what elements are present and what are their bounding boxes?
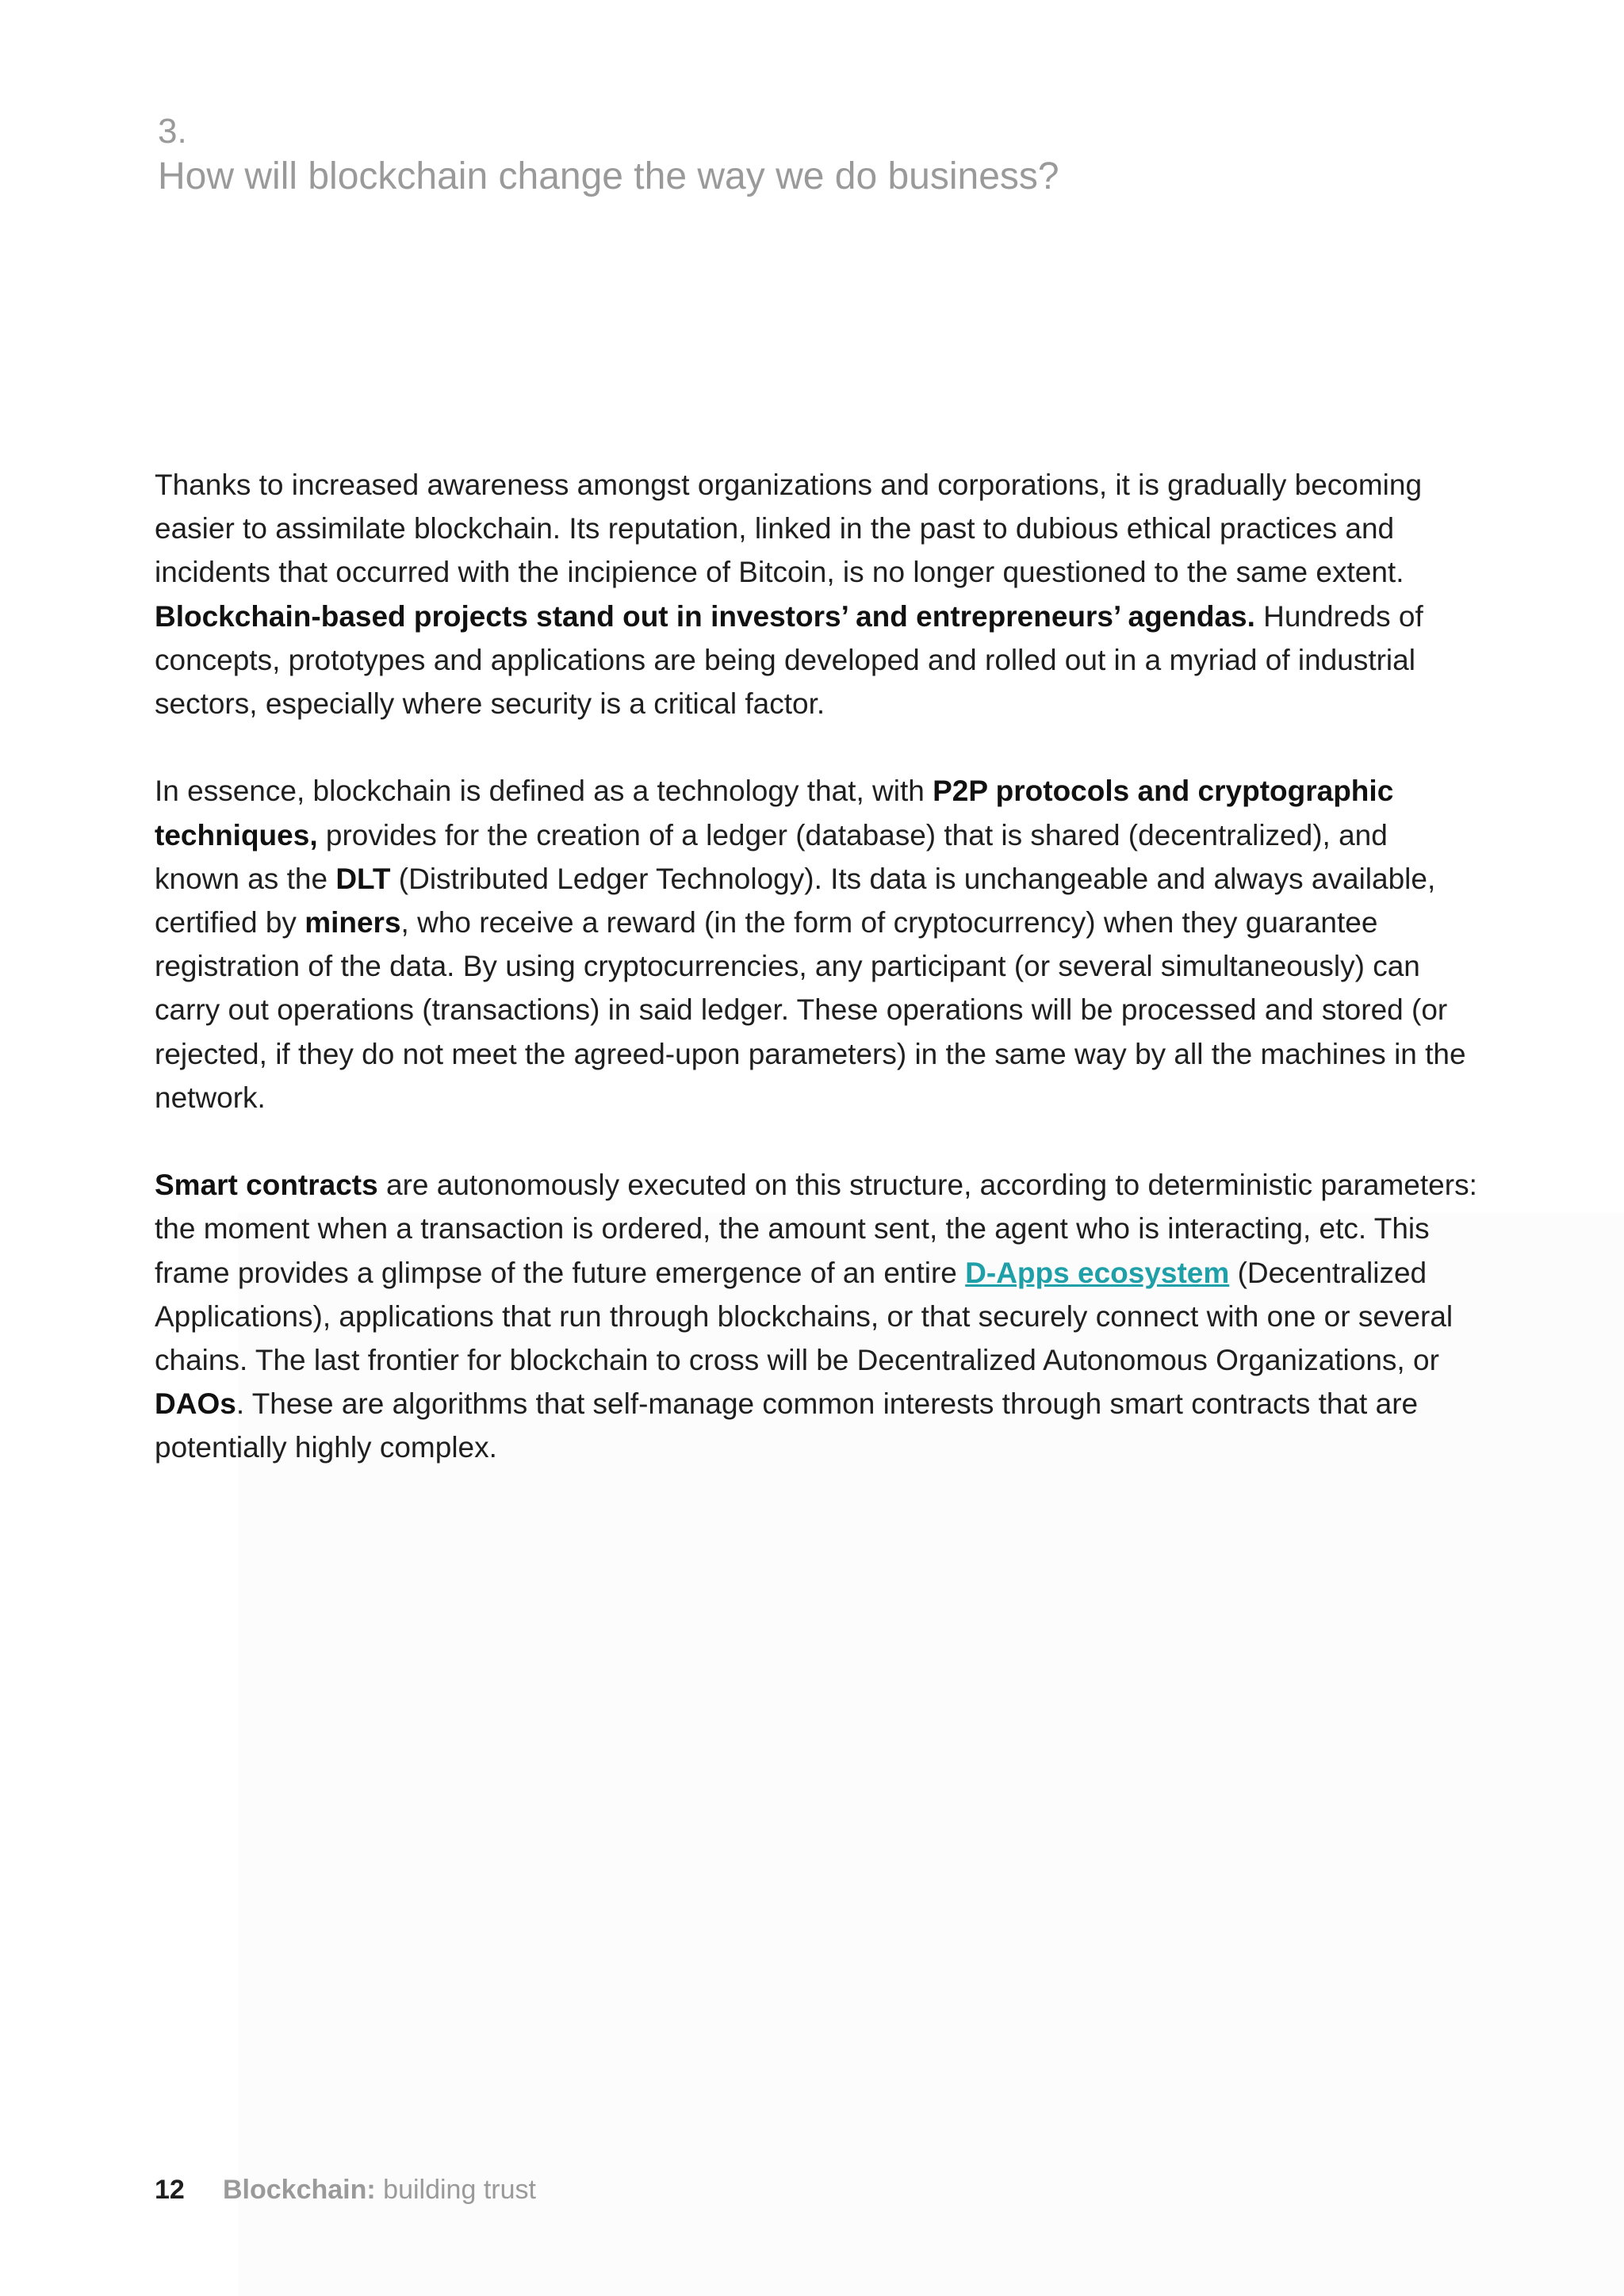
paragraph-3-emphasis-smart-contracts: Smart contracts — [155, 1169, 378, 1202]
paragraph-1-text-b: Hundreds of concepts, prototypes and applications are being developed and rolled out in a myriad of industrial sectors, especially where security is a critical factor. — [155, 599, 1423, 721]
paragraph-2-text-b: provides for the creation of a ledger (database) that is shared (decentralized), and known as the — [155, 818, 1388, 895]
paragraph-2-emphasis-protocols: P2P protocols and cryptographic techniques, — [155, 775, 1394, 851]
d-apps-ecosystem-link[interactable]: D-Apps ecosystem — [965, 1256, 1230, 1289]
paragraph-3 — [155, 1163, 1479, 1469]
paragraph-2-text-c: (Distributed Ledger Technology). Its data is unchangeable and always available, certified by — [155, 862, 1436, 939]
paragraph-3-emphasis-daos: DAOs — [155, 1387, 236, 1421]
paragraph-2 — [155, 769, 1479, 1119]
document-title-bold: Blockchain: — [223, 2175, 376, 2205]
paragraph-2-text-a: In essence, blockchain is defined as a technology that, with — [155, 775, 925, 808]
paragraph-3-text-b: (Decentralized Applications), applications that run through blockchains, or that securely connect with one or several chains. The last frontier for blockchain to cross will be Decentralized Autonomous Organizations, or — [155, 1256, 1454, 1377]
document-title-rest: building trust — [383, 2175, 536, 2205]
paragraph-1-text-a: Thanks to increased awareness amongst organizations and corporations, it is gradually becoming easier to assimilate blockchain. Its reputation, linked in the past to dubious ethical practices and incidents that occurred with the incipience of Bitcoin, is no longer questioned to the same extent. — [155, 469, 1423, 589]
paragraph-1-emphasis: Blockchain-based projects stand out in investors’ and entrepreneurs’ agendas. — [155, 599, 1255, 633]
paragraph-2-emphasis-miners: miners — [304, 906, 401, 939]
section-title: How will blockchain change the way we do business? — [158, 155, 1059, 197]
section-number: 3. — [158, 112, 187, 151]
page-number: 12 — [155, 2175, 185, 2205]
article-body — [155, 463, 1479, 1513]
paragraph-1 — [155, 463, 1479, 725]
paragraph-2-text-d: , who receive a reward (in the form of cryptocurrency) when they guarantee registration of the data. By using cryptocurrencies, any participant (or several simultaneously) can carry out operations (transactions) in said ledger. These operations will be processed and stored (or rejected, if they do not meet the agreed-upon parameters) in the same way by all the machines in the network. — [155, 906, 1466, 1114]
page-footer — [155, 2172, 536, 2207]
paragraph-3-text-c: . These are algorithms that self-manage common interests through smart contracts that are potentially highly complex. — [155, 1387, 1419, 1464]
paragraph-3-text-a: are autonomously executed on this structure, according to deterministic parameters: the moment when a transaction is ordered, the amount sent, the agent who is interacting, etc. This frame provides a glimpse of the future emergence of an entire — [155, 1169, 1477, 1289]
paragraph-2-emphasis-dlt: DLT — [335, 862, 391, 895]
